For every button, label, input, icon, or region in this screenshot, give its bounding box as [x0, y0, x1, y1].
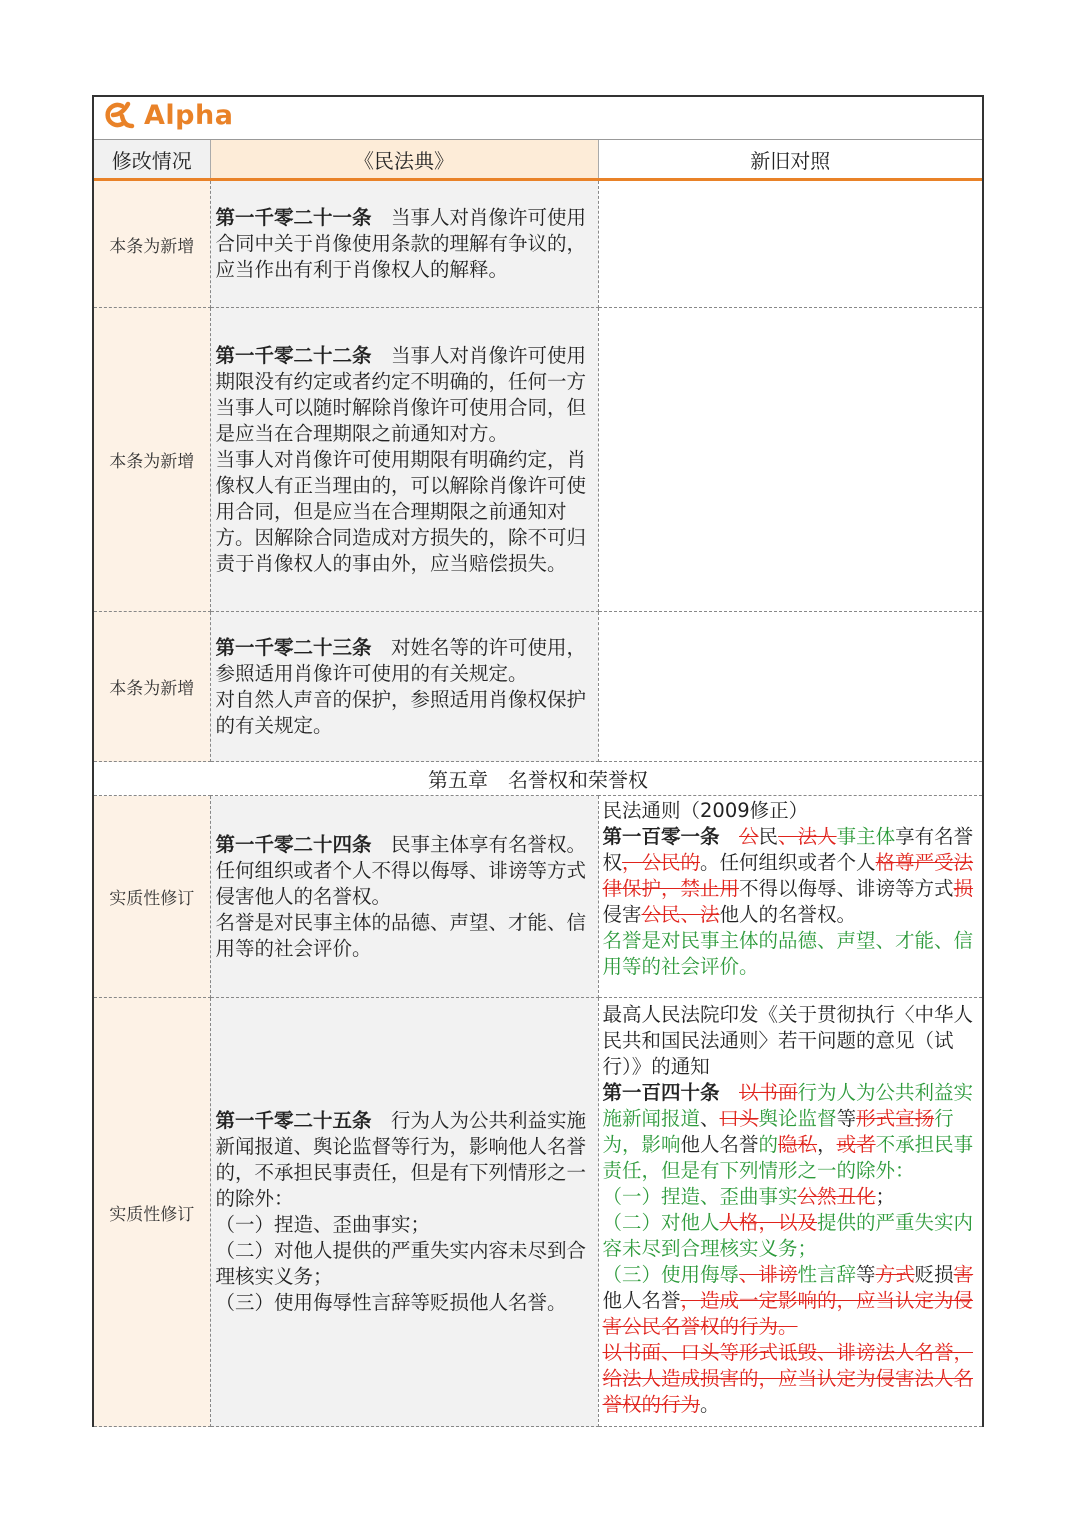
kept-text: 不得以侮辱、诽谤等方式 — [739, 877, 954, 900]
deleted-text: 公民、法 — [641, 903, 720, 926]
kept-text: 。任何组织或者个人 — [700, 851, 876, 874]
article-cell — [210, 796, 598, 998]
kept-text: 损 — [934, 1263, 954, 1286]
article-number: 第一千零二十一条 — [215, 206, 372, 229]
compare-item — [603, 1210, 979, 1262]
kept-text: 他人名誉 — [680, 1133, 759, 1156]
article-number: 第一千零二十四条 — [215, 832, 372, 856]
deleted-text: 害 — [953, 1263, 974, 1286]
added-text: 不承担民事责任，但是有下列情形之一的除外： — [602, 1133, 974, 1182]
compare-article-number: 第一百零一条 — [602, 825, 720, 848]
added-text: （三）使用侮辱 — [602, 1263, 740, 1286]
deleted-text: 以书面 — [739, 1081, 798, 1104]
article-cell — [210, 612, 598, 762]
brand-name: Alpha — [144, 99, 234, 131]
article-text: 当事人对肖像许可使用合同中关于肖像使用条款的理解有争议的，应当作出有利于肖像权人的解释。 — [215, 206, 587, 281]
compare-cell — [598, 612, 982, 762]
kept-text: 等 — [836, 1107, 857, 1130]
header-compare: 新旧对照 — [598, 140, 982, 180]
header-code: 《民法典》 — [210, 140, 598, 180]
compare-article — [603, 824, 979, 928]
article-number: 第一千零二十二条 — [215, 343, 372, 367]
table-row — [94, 796, 982, 998]
document-frame — [92, 95, 984, 1427]
kept-text: ， — [817, 1133, 837, 1156]
kept-text: 侵害 — [602, 903, 642, 926]
article-text: 行为人为公共利益实施新闻报道、舆论监督等行为，影响他人名誉的，不承担民事责任，但是有下列情形之一的除外： — [215, 1109, 587, 1210]
table-row — [94, 308, 982, 612]
deleted-text: 人格，以及 — [719, 1211, 818, 1234]
compare-item — [603, 1340, 979, 1418]
deleted-text: 、诽谤 — [739, 1263, 798, 1286]
article-text: 对姓名等的许可使用，参照适用肖像许可使用的有关规定。 — [215, 635, 587, 685]
alpha-logo-icon — [100, 99, 136, 131]
kept-text: 、 — [700, 1107, 720, 1130]
article-item: （二）对他人提供的严重失实内容未尽到合理核实义务； — [215, 1239, 587, 1288]
compare-article-number: 第一百四十条 — [602, 1081, 720, 1104]
deleted-text: 公 — [739, 825, 759, 848]
added-text: 提供的严重失实内容未尽到合理核实义务； — [602, 1211, 974, 1260]
compare-cell — [598, 998, 982, 1427]
deleted-text: 、法人 — [778, 825, 837, 848]
added-text: 舆论监督 — [758, 1107, 837, 1130]
deleted-text: 公然丑化 — [797, 1185, 876, 1208]
article-text-2: 当事人对肖像许可使用期限有明确约定，肖像权人有正当理由的，可以解除肖像许可使用合同，但是应当在合理期限之前通知对方。因解除合同造成对方损失的，除不可归责于肖像权人的事由外，应当赔偿损失。 — [215, 447, 587, 575]
compare-cell — [598, 308, 982, 612]
article-number: 第一千零二十五条 — [215, 1109, 372, 1132]
article-cell — [210, 180, 598, 308]
header-status: 修改情况 — [94, 140, 210, 180]
kept-text: ； — [875, 1185, 896, 1208]
deleted-text: 损 — [953, 877, 974, 900]
compare-item — [603, 1184, 979, 1210]
table-row — [94, 180, 982, 308]
deleted-text: ，造成一定影响的，应当认定为侵害公民名誉权的行为。 — [602, 1289, 974, 1338]
table-row — [94, 998, 982, 1427]
compare-item — [603, 1262, 979, 1340]
kept-text: 民 — [758, 825, 779, 848]
deleted-text: 以书面、口头等形式诋毁、诽谤法人名誉，给法人造成损害的，应当认定为侵害法人名誉权的行为 — [602, 1341, 974, 1416]
article-number: 第一千零二十三条 — [215, 635, 372, 659]
added-text: （一）捏造、歪曲事实 — [602, 1185, 798, 1208]
kept-text: 。 — [700, 1393, 720, 1416]
added-text: （二）对他人 — [602, 1211, 720, 1234]
article-cell — [210, 998, 598, 1427]
deleted-text: 隐私 — [778, 1133, 818, 1156]
chapter-row — [94, 762, 982, 796]
status-cell: 本条为新增 — [94, 180, 210, 308]
deleted-text: ，公民的 — [622, 851, 701, 874]
status-cell: 本条为新增 — [94, 308, 210, 612]
added-text: 行为，影响 — [602, 1107, 954, 1156]
added-text: 的 — [758, 1133, 779, 1156]
deleted-text: 口头 — [719, 1107, 759, 1130]
deleted-text: 或者 — [836, 1133, 876, 1156]
compare-cell — [598, 180, 982, 308]
article-text: 当事人对肖像许可使用期限没有约定或者约定不明确的，任何一方当事人可以随时解除肖像许可使用合同，但是应当在合理期限之前通知对方。 — [215, 343, 587, 445]
table-row — [94, 612, 982, 762]
article-item: （三）使用侮辱性言辞等贬损他人名誉。 — [215, 1291, 567, 1314]
brand-header — [94, 97, 982, 140]
article-text-2: 对自然人声音的保护，参照适用肖像权保护的有关规定。 — [215, 687, 587, 737]
added-paragraph: 名誉是对民事主体的品德、声望、才能、信用等的社会评价。 — [602, 929, 974, 978]
added-text: 行为人为公共利益实施新闻报道 — [602, 1081, 974, 1130]
deleted-text: 形式宣扬 — [856, 1107, 935, 1130]
article-item: （一）捏造、歪曲事实； — [215, 1213, 431, 1236]
article-text-2: 名誉是对民事主体的品德、声望、才能、信用等的社会评价。 — [215, 910, 587, 960]
status-cell: 实质性修订 — [94, 998, 210, 1427]
kept-text: 等 — [856, 1263, 876, 1286]
kept-text: 享有名誉权 — [602, 825, 974, 874]
added-text: 事主体 — [836, 825, 896, 848]
article-text: 民事主体享有名誉权。任何组织或者个人不得以侮辱、诽谤等方式侵害他人的名誉权。 — [215, 832, 587, 908]
compare-article — [603, 1080, 979, 1184]
compare-cell — [598, 796, 982, 998]
kept-text: 他人的名誉权。 — [719, 903, 857, 926]
kept-text: 他人名誉 — [602, 1289, 681, 1312]
kept-text: 贬 — [914, 1263, 935, 1286]
article-cell — [210, 308, 598, 612]
compare-source: 民法通则（2009修正） — [602, 799, 809, 822]
comparison-table — [94, 140, 982, 1427]
status-cell: 本条为新增 — [94, 612, 210, 762]
status-cell: 实质性修订 — [94, 796, 210, 998]
deleted-text: 格尊严受法律保护，禁止用 — [602, 851, 974, 900]
deleted-text: 方式 — [875, 1263, 915, 1286]
compare-source: 最高人民法院印发《关于贯彻执行〈中华人民共和国民法通则〉若干问题的意见（试行）》的通知 — [602, 1003, 974, 1078]
brand-logo — [100, 99, 233, 131]
header-row — [94, 140, 982, 180]
added-text: 性言辞 — [797, 1263, 857, 1286]
chapter-title: 第五章 名誉权和荣誉权 — [94, 762, 982, 796]
